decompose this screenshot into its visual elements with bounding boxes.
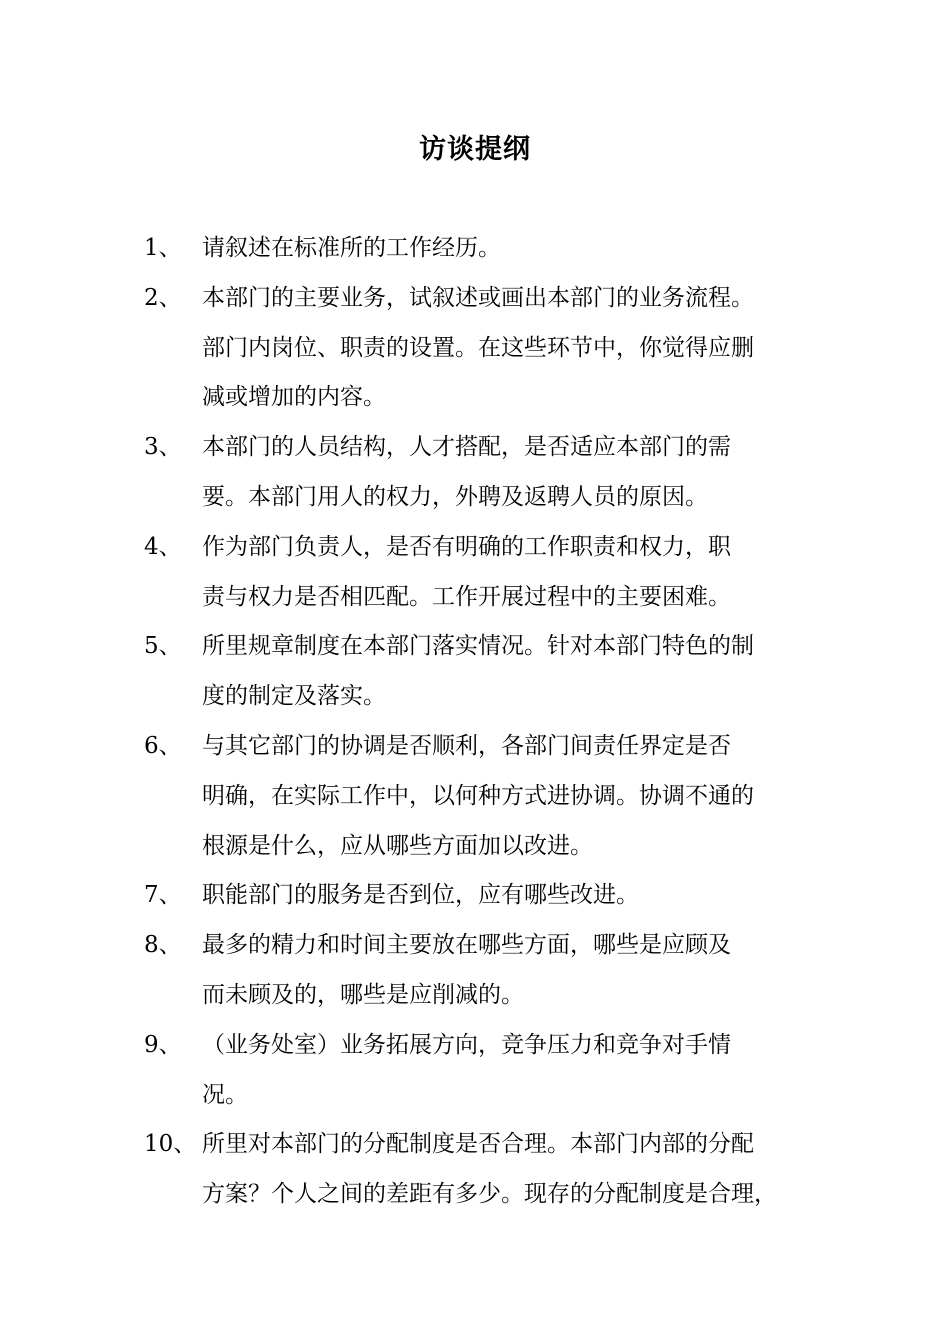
question-item — [144, 622, 824, 722]
question-number: 3、 — [144, 434, 182, 461]
question-text-line: 所里规章制度在本部门落实情况。针对本部门特色的制 — [202, 633, 754, 660]
question-number: 8、 — [144, 932, 182, 959]
question-text-line: 明确，在实际工作中，以何种方式进协调。协调不通的 — [202, 782, 754, 809]
document-title: 访谈提纲 — [419, 134, 531, 165]
question-text-line: 部门内岗位、职责的设置。在这些环节中，你觉得应删 — [202, 334, 754, 361]
question-text-line: （业务处室）业务拓展方向，竞争压力和竞争对手情 — [202, 1031, 731, 1058]
question-item — [144, 1120, 824, 1220]
question-text-line: 减或增加的内容。 — [202, 384, 386, 411]
question-text-line: 责与权力是否相匹配。工作开展过程中的主要困难。 — [202, 583, 731, 610]
question-number: 4、 — [144, 533, 182, 560]
question-number: 6、 — [144, 732, 182, 759]
question-item — [144, 722, 824, 871]
question-number: 9、 — [144, 1031, 182, 1058]
question-number: 10、 — [144, 1131, 197, 1158]
question-number: 5、 — [144, 633, 182, 660]
question-text-line: 而未顾及的，哪些是应削减的。 — [202, 981, 524, 1008]
question-item — [144, 274, 824, 423]
question-item — [144, 1021, 824, 1121]
question-text-line: 况。 — [202, 1081, 248, 1108]
question-text-line: 根源是什么，应从哪些方面加以改进。 — [202, 832, 593, 859]
question-text-line: 度的制定及落实。 — [202, 683, 386, 710]
question-item — [144, 921, 824, 1021]
question-text-line: 与其它部门的协调是否顺利，各部门间责任界定是否 — [202, 732, 731, 759]
question-item — [144, 224, 824, 274]
question-text-line: 本部门的人员结构，人才搭配，是否适应本部门的需 — [202, 434, 731, 461]
question-number: 1、 — [144, 235, 182, 261]
question-text-line: 本部门的主要业务，试叙述或画出本部门的业务流程。 — [202, 284, 754, 311]
question-text-line: 方案？个人之间的差距有多少。现存的分配制度是合理， — [202, 1181, 777, 1208]
question-item — [144, 423, 824, 523]
question-text-line: 作为部门负责人，是否有明确的工作职责和权力，职 — [202, 533, 731, 560]
question-number: 7、 — [144, 882, 182, 909]
question-number: 2、 — [144, 284, 182, 311]
question-item — [144, 523, 824, 623]
question-item — [144, 871, 824, 921]
question-text-line: 所里对本部门的分配制度是否合理。本部门内部的分配 — [202, 1131, 754, 1158]
question-text-line: 请叙述在标准所的工作经历。 — [202, 235, 501, 261]
question-text-line: 要。本部门用人的权力，外聘及返聘人员的原因。 — [202, 483, 708, 510]
question-text-line: 最多的精力和时间主要放在哪些方面，哪些是应顾及 — [202, 932, 731, 959]
question-list — [144, 224, 824, 1220]
question-text-line: 职能部门的服务是否到位，应有哪些改进。 — [202, 882, 639, 909]
